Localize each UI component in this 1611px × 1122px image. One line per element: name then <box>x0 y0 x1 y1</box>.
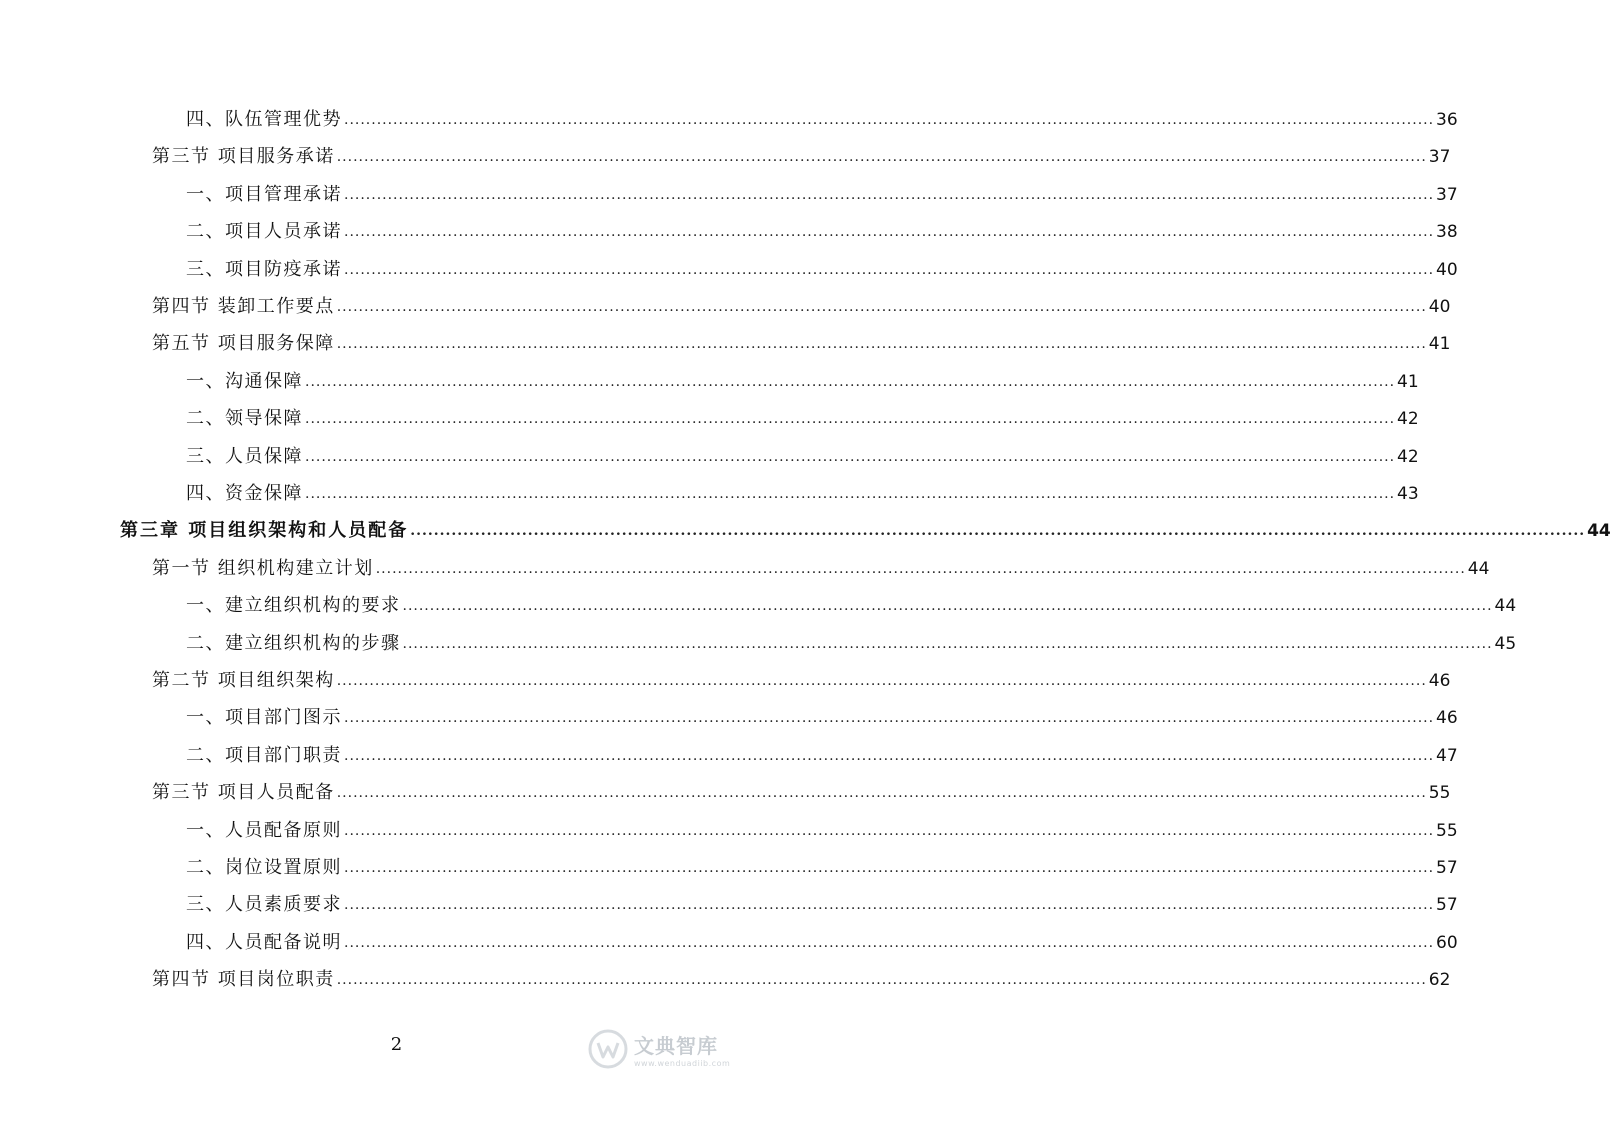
toc-entry-title: 一、沟通保障 <box>186 370 303 392</box>
toc-entry-title: 第五节 项目服务保障 <box>152 333 335 355</box>
toc-leader-dots: ........................................................................................................................................................................................................ <box>305 486 1396 502</box>
watermark-url: www.wenduadiib.com <box>634 1059 731 1068</box>
toc-entry[interactable] <box>0 367 1419 393</box>
toc-entry-title: 四、资金保障 <box>186 483 303 504</box>
toc-entry-title: 三、项目防疫承诺 <box>186 258 342 280</box>
toc-entry-page: 42 <box>1397 446 1419 467</box>
toc-entry[interactable] <box>0 329 1451 355</box>
toc-leader-dots: ........................................................................................................................................................................................................ <box>305 448 1396 465</box>
toc-entry-page: 44 <box>1494 596 1517 617</box>
toc-entry-page: 36 <box>1436 110 1458 130</box>
toc-entry-page: 45 <box>1494 633 1517 654</box>
toc-leader-dots: ........................................................................................................................................................................................................ <box>305 373 1396 390</box>
toc-entry[interactable] <box>0 554 1490 580</box>
toc-entry-page: 62 <box>1428 970 1451 991</box>
toc-entry-title: 二、建立组织机构的步骤 <box>186 632 401 654</box>
toc-leader-dots: ........................................................................................................................................................................................................ <box>344 822 1435 839</box>
toc-entry-page: 42 <box>1397 409 1419 430</box>
toc-entry-title: 一、项目管理承诺 <box>186 183 342 205</box>
toc-leader-dots: ........................................................................................................................................................................................................ <box>336 673 1427 689</box>
page-number: 2 <box>390 1034 403 1055</box>
toc-leader-dots: ........................................................................................................................................................................................................ <box>305 411 1396 428</box>
toc-entry-page: 55 <box>1428 783 1451 804</box>
toc-entry[interactable] <box>0 516 1611 542</box>
toc-entry-title: 一、建立组织机构的要求 <box>186 595 401 617</box>
toc-leader-dots: ........................................................................................................................................................................................................ <box>344 934 1435 951</box>
toc-entry-page: 41 <box>1428 334 1451 355</box>
toc-leader-dots: ........................................................................................................................................................................................................ <box>402 598 1493 615</box>
toc-leader-dots: ........................................................................................................................................................................................................ <box>344 897 1435 914</box>
toc-leader-dots: ........................................................................................................................................................................................................ <box>344 747 1435 764</box>
toc-leader-dots: ........................................................................................................................................................................................................ <box>402 635 1493 652</box>
toc-entry-page: 37 <box>1436 184 1458 205</box>
watermark <box>588 1020 748 1078</box>
toc-entry-page: 57 <box>1436 858 1458 878</box>
toc-entry-title: 一、人员配备原则 <box>186 819 342 841</box>
toc-entry[interactable] <box>0 853 1458 879</box>
toc-entry-page: 44 <box>1587 521 1611 542</box>
toc-entry[interactable] <box>0 890 1458 916</box>
toc-entry-title: 三、人员素质要求 <box>186 894 342 916</box>
toc-entry-page: 41 <box>1397 371 1419 392</box>
toc-entry[interactable] <box>0 965 1451 991</box>
toc-leader-dots: ........................................................................................................................................................................................................ <box>410 523 1586 540</box>
toc-leader-dots: ........................................................................................................................................................................................................ <box>344 224 1435 241</box>
toc-entry[interactable] <box>0 292 1451 318</box>
toc-leader-dots: ........................................................................................................................................................................................................ <box>344 112 1435 128</box>
toc-entry[interactable] <box>0 591 1517 617</box>
toc-entry-page: 44 <box>1467 558 1490 579</box>
toc-entry-title: 二、领导保障 <box>186 408 303 430</box>
toc-entry-page: 57 <box>1436 895 1458 916</box>
toc-leader-dots: ........................................................................................................................................................................................................ <box>344 860 1435 876</box>
watermark-name: 文典智库 <box>634 1034 718 1058</box>
toc-entry[interactable] <box>0 928 1458 954</box>
toc-entry-title: 第一节 组织机构建立计划 <box>152 557 374 579</box>
toc-entry-title: 二、项目部门职责 <box>186 744 342 766</box>
toc-entry-title: 二、项目人员承诺 <box>186 221 342 243</box>
toc-leader-dots: ........................................................................................................................................................................................................ <box>336 149 1427 166</box>
toc-entry-page: 46 <box>1436 708 1458 729</box>
toc-entry[interactable] <box>0 741 1458 767</box>
toc-entry-title: 第四节 项目岗位职责 <box>152 969 335 991</box>
toc-leader-dots: ........................................................................................................................................................................................................ <box>336 972 1427 989</box>
toc-entry[interactable] <box>0 142 1451 168</box>
toc-entry-page: 40 <box>1428 297 1451 317</box>
toc-leader-dots: ........................................................................................................................................................................................................ <box>336 785 1427 802</box>
toc-entry-page: 46 <box>1428 671 1451 691</box>
toc-entry-page: 43 <box>1397 484 1419 504</box>
toc-entry-title: 第三节 项目服务承诺 <box>152 146 335 168</box>
toc-entry[interactable] <box>0 442 1419 468</box>
toc-entry-title: 第三节 项目人员配备 <box>152 782 335 804</box>
toc-entry-title: 第三章 项目组织架构和人员配备 <box>120 520 409 542</box>
wd-logo-icon <box>588 1029 628 1069</box>
toc-entry[interactable] <box>0 816 1458 842</box>
toc-entry[interactable] <box>0 217 1458 243</box>
toc-entry-page: 60 <box>1436 932 1458 953</box>
toc-entry[interactable] <box>0 703 1458 729</box>
toc-entry-title: 一、项目部门图示 <box>186 707 342 729</box>
toc-entry-page: 47 <box>1436 745 1458 766</box>
toc-entry[interactable] <box>0 629 1517 655</box>
toc-entry[interactable] <box>0 180 1458 206</box>
toc-entry[interactable] <box>0 255 1458 281</box>
toc-entry-title: 三、人员保障 <box>186 445 303 467</box>
toc-entry-title: 四、队伍管理优势 <box>186 109 342 130</box>
toc-leader-dots: ........................................................................................................................................................................................................ <box>344 710 1435 727</box>
toc-leader-dots: ........................................................................................................................................................................................................ <box>336 336 1427 353</box>
toc-leader-dots: ........................................................................................................................................................................................................ <box>344 186 1435 203</box>
toc-entry-page: 37 <box>1428 147 1451 168</box>
toc-entry[interactable] <box>0 479 1419 505</box>
toc-entry[interactable] <box>0 666 1451 692</box>
toc-leader-dots: ........................................................................................................................................................................................................ <box>344 261 1435 278</box>
toc-leader-dots: ........................................................................................................................................................................................................ <box>375 560 1466 577</box>
toc-entry-title: 第四节 装卸工作要点 <box>152 296 335 317</box>
toc-leader-dots: ........................................................................................................................................................................................................ <box>336 299 1427 315</box>
toc-entry-title: 二、岗位设置原则 <box>186 857 342 878</box>
toc-entry-page: 38 <box>1436 222 1458 243</box>
toc-entry-page: 40 <box>1436 259 1458 280</box>
toc-entry[interactable] <box>0 778 1451 804</box>
toc-entry[interactable] <box>0 404 1419 430</box>
toc-entry[interactable] <box>0 105 1458 131</box>
toc-entry-title: 四、人员配备说明 <box>186 931 342 953</box>
toc-entry-title: 第二节 项目组织架构 <box>152 670 335 691</box>
toc-entry-page: 55 <box>1436 820 1458 841</box>
